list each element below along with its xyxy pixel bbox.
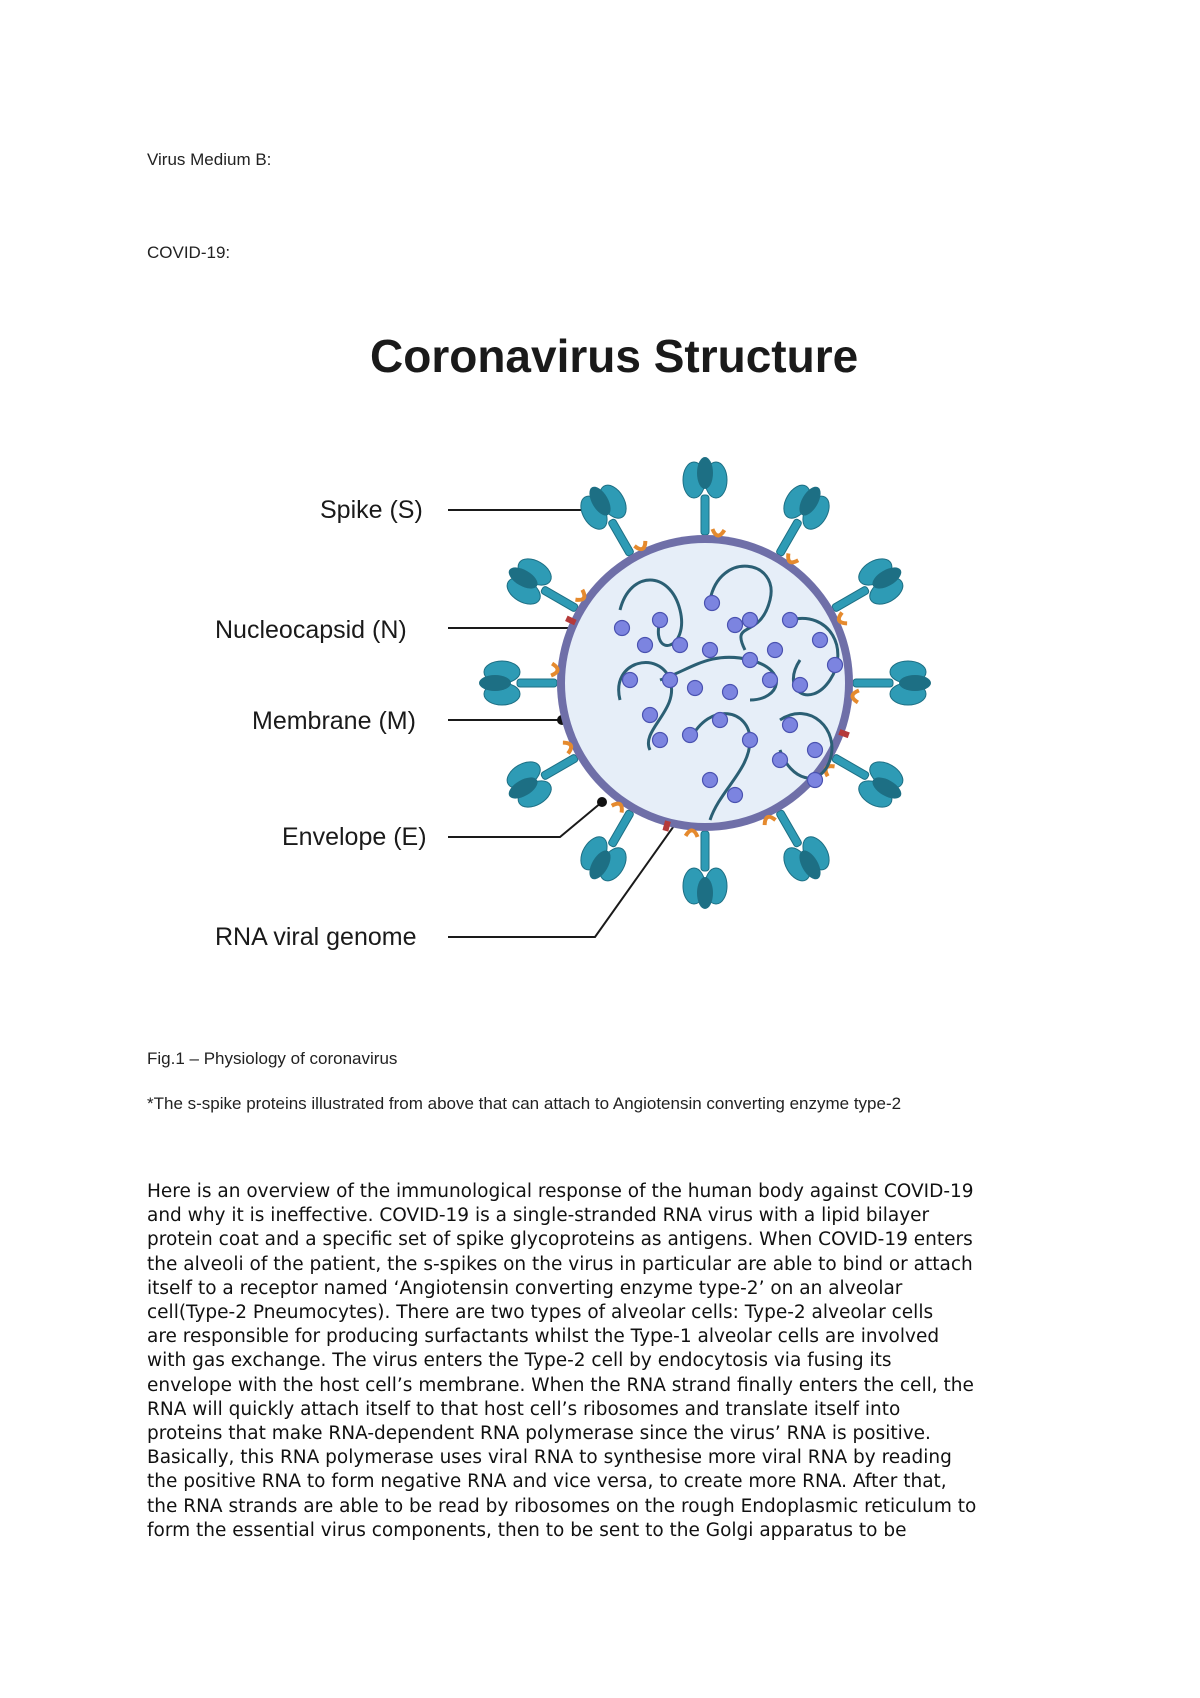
spike-stalk	[831, 586, 870, 613]
membrane-protein-shape	[852, 690, 859, 702]
nucleocapsid-bead	[703, 773, 718, 788]
membrane-protein-shape	[712, 529, 724, 536]
label-spike: Spike (S)	[320, 496, 423, 524]
body-line: the alveoli of the patient, the s-spikes on the virus in particular are able to bind or attach	[147, 1253, 973, 1275]
nucleocapsid-bead	[673, 638, 688, 653]
body-line: cell(Type-2 Pneumocytes). There are two types of alveolar cells: Type-2 alveolar cells	[147, 1302, 934, 1324]
membrane-protein	[852, 690, 859, 702]
nucleocapsid-bead	[763, 673, 778, 688]
nucleocapsid-bead	[643, 708, 658, 723]
label-membrane: Membrane (M)	[252, 707, 416, 735]
body-line: protein coat and a specific set of spike glycoproteins as antigens. When COVID-19 enters	[147, 1229, 973, 1251]
body-line: RNA will quickly attach itself to that host cell’s ribosomes and translate itself into	[147, 1398, 901, 1420]
body-line: the RNA strands are able to be read by ribosomes on the rough Endoplasmic reticulum to	[147, 1495, 977, 1517]
membrane-protein	[551, 664, 558, 676]
document-heading: Virus Medium B:	[147, 150, 272, 169]
virus-illustration	[479, 457, 931, 909]
body-line: itself to a receptor named ‘Angiotensin converting enzyme type-2’ on an alveolar	[147, 1277, 903, 1299]
membrane-protein-shape	[551, 664, 558, 676]
spike-protein	[683, 457, 727, 535]
body-paragraph	[147, 1180, 1077, 1543]
nucleocapsid-bead	[773, 753, 788, 768]
nucleocapsid-bead	[653, 733, 668, 748]
nucleocapsid-bead	[688, 681, 703, 696]
spike-stalk	[517, 679, 557, 687]
spike-stalk	[853, 679, 893, 687]
spike-stalk	[540, 586, 579, 613]
spike-protein	[479, 661, 557, 705]
label-envelope: Envelope (E)	[282, 823, 427, 851]
nucleocapsid-bead	[768, 643, 783, 658]
nucleocapsid-bead	[638, 638, 653, 653]
nucleocapsid-bead	[743, 733, 758, 748]
body-line: proteins that make RNA-dependent RNA polymerase since the virus’ RNA is positive.	[147, 1423, 931, 1445]
nucleocapsid-bead	[743, 613, 758, 628]
spike-stalk	[540, 754, 579, 781]
body-line: are responsible for producing surfactants whilst the Type-1 alveolar cells are involved	[147, 1326, 940, 1348]
body-line: envelope with the host cell’s membrane. When the RNA strand finally enters the cell, the	[147, 1374, 974, 1396]
spike-stalk	[701, 495, 709, 535]
label-rna: RNA viral genome	[215, 923, 417, 951]
body-line: form the essential virus components, then to be sent to the Golgi apparatus to be	[147, 1519, 907, 1541]
spike-stalk	[701, 831, 709, 871]
nucleocapsid-bead	[783, 718, 798, 733]
document-subheading: COVID-19:	[147, 243, 231, 262]
body-line: Here is an overview of the immunological response of the human body against COVID-19	[147, 1181, 974, 1202]
nucleocapsid-bead	[793, 678, 808, 693]
spike-stalk	[776, 518, 803, 557]
spike-stalk	[831, 754, 870, 781]
coronavirus-structure-figure	[190, 320, 970, 980]
figure-title: Coronavirus Structure	[370, 330, 859, 382]
nucleocapsid-bead	[683, 728, 698, 743]
membrane-protein	[686, 830, 698, 837]
nucleocapsid-bead	[703, 643, 718, 658]
nucleocapsid-bead	[705, 596, 720, 611]
nucleocapsid-bead	[743, 653, 758, 668]
figure-caption: Fig.1 – Physiology of coronavirus	[147, 1049, 398, 1068]
spike-stalk	[608, 809, 635, 848]
figure-note: *The s-spike proteins illustrated from above that can attach to Angiotensin converting enzyme type-2	[147, 1094, 902, 1113]
nucleocapsid-bead	[663, 673, 678, 688]
nucleocapsid-bead	[808, 743, 823, 758]
nucleocapsid-bead	[623, 673, 638, 688]
nucleocapsid-bead	[615, 621, 630, 636]
label-nucleocapsid: Nucleocapsid (N)	[215, 616, 407, 644]
spike-head-center	[479, 675, 511, 691]
body-line: with gas exchange. The virus enters the Type-2 cell by endocytosis via fusing its	[147, 1350, 892, 1372]
spike-stalk	[608, 518, 635, 557]
body-line: Basically, this RNA polymerase uses viral RNA to synthesise more viral RNA by reading	[147, 1447, 952, 1469]
spike-head-center	[697, 457, 713, 489]
body-line: and why it is ineffective. COVID-19 is a single-stranded RNA virus with a lipid bilayer	[147, 1205, 930, 1227]
nucleocapsid-bead	[828, 658, 843, 673]
nucleocapsid-bead	[813, 633, 828, 648]
spike-protein	[853, 661, 931, 705]
nucleocapsid-bead	[723, 685, 738, 700]
nucleocapsid-bead	[653, 613, 668, 628]
nucleocapsid-bead	[713, 713, 728, 728]
nucleocapsid-bead	[808, 773, 823, 788]
spike-head-center	[899, 675, 931, 691]
spike-head-center	[697, 877, 713, 909]
membrane-protein-shape	[686, 830, 698, 837]
nucleocapsid-bead	[728, 618, 743, 633]
membrane-protein	[712, 529, 724, 536]
spike-protein	[683, 831, 727, 909]
nucleocapsid-bead	[728, 788, 743, 803]
spike-stalk	[776, 809, 803, 848]
nucleocapsid-bead	[783, 613, 798, 628]
body-line: the positive RNA to form negative RNA and vice versa, to create more RNA. After that,	[147, 1471, 947, 1493]
